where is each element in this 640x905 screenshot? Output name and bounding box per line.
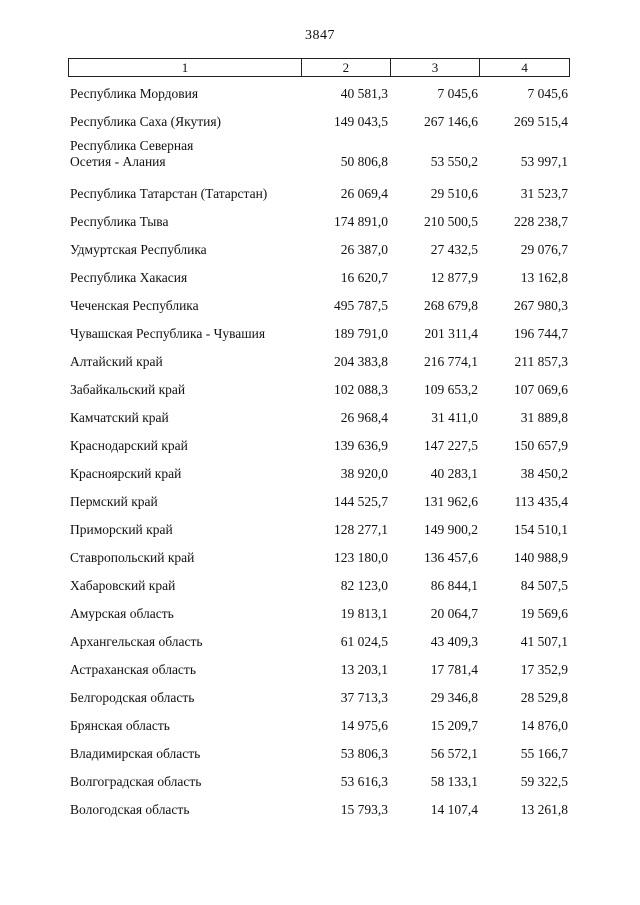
region-name: Белгородская область [70, 690, 195, 705]
table-row [0, 136, 640, 180]
value-col-4: 17 352,9 [520, 662, 568, 677]
value-col-4: 13 261,8 [520, 802, 568, 817]
region-name [70, 138, 302, 170]
region-name: Владимирская область [70, 746, 201, 761]
region-name-line-1: Республика Северная [70, 138, 194, 153]
region-name: Чеченская Республика [70, 298, 199, 313]
value-col-2: 123 180,0 [334, 550, 388, 565]
value-col-2: 204 383,8 [334, 354, 388, 369]
region-name: Вологодская область [70, 802, 190, 817]
value-col-3: 267 146,6 [424, 114, 478, 129]
value-col-2: 149 043,5 [334, 114, 388, 129]
value-col-4: 267 980,3 [514, 298, 568, 313]
value-col-3: 15 209,7 [430, 718, 478, 733]
value-col-3: 109 653,2 [424, 382, 478, 397]
value-col-4: 28 529,8 [520, 690, 568, 705]
value-col-2: 50 806,8 [340, 154, 388, 169]
value-col-4: 150 657,9 [514, 438, 568, 453]
value-col-4: 53 997,1 [520, 154, 568, 169]
value-col-4: 196 744,7 [514, 326, 568, 341]
value-col-3: 131 962,6 [424, 494, 478, 509]
value-col-3: 20 064,7 [430, 606, 478, 621]
value-col-2: 37 713,3 [340, 690, 388, 705]
region-name: Республика Тыва [70, 214, 169, 229]
value-col-3: 56 572,1 [430, 746, 478, 761]
table-row [0, 628, 640, 656]
table-row [0, 796, 640, 824]
header-col-2: 2 [302, 59, 391, 76]
value-col-4: 154 510,1 [514, 522, 568, 537]
table-row [0, 516, 640, 544]
value-col-2: 495 787,5 [334, 298, 388, 313]
value-col-4: 228 238,7 [514, 214, 568, 229]
region-name: Чувашская Республика - Чувашия [70, 326, 266, 341]
region-name: Республика Хакасия [70, 270, 188, 285]
value-col-3: 210 500,5 [424, 214, 478, 229]
value-col-4: 31 889,8 [520, 410, 568, 425]
value-col-4: 41 507,1 [520, 634, 568, 649]
region-name: Пермский край [70, 494, 158, 509]
table-row [0, 460, 640, 488]
region-name: Республика Мордовия [70, 86, 199, 101]
value-col-2: 19 813,1 [340, 606, 388, 621]
region-name: Архангельская область [70, 634, 203, 649]
value-col-4: 211 857,3 [514, 354, 568, 369]
value-col-3: 86 844,1 [430, 578, 478, 593]
value-col-4: 59 322,5 [520, 774, 568, 789]
value-col-2: 14 975,6 [340, 718, 388, 733]
table-row [0, 572, 640, 600]
header-col-3: 3 [391, 59, 481, 76]
table-row [0, 768, 640, 796]
table-row [0, 208, 640, 236]
header-col-4: 4 [521, 60, 528, 75]
value-col-4: 113 435,4 [514, 494, 568, 509]
value-col-3: 40 283,1 [430, 466, 478, 481]
table-row [0, 348, 640, 376]
value-col-4: 13 162,8 [520, 270, 568, 285]
value-col-2: 139 636,9 [334, 438, 388, 453]
region-name: Волгоградская область [70, 774, 202, 789]
value-col-2: 13 203,1 [340, 662, 388, 677]
region-name: Забайкальский край [70, 382, 186, 397]
value-col-2: 174 891,0 [334, 214, 388, 229]
value-col-2: 15 793,3 [340, 802, 388, 817]
value-col-4: 7 045,6 [527, 86, 568, 101]
value-col-4: 55 166,7 [520, 746, 568, 761]
table-row [0, 600, 640, 628]
value-col-2: 53 616,3 [340, 774, 388, 789]
value-col-2: 61 024,5 [340, 634, 388, 649]
value-col-4: 107 069,6 [514, 382, 568, 397]
region-name: Алтайский край [70, 354, 163, 369]
value-col-2: 26 387,0 [340, 242, 388, 257]
table-row [0, 488, 640, 516]
value-col-4: 269 515,4 [514, 114, 568, 129]
region-name: Республика Татарстан (Татарстан) [70, 186, 268, 201]
page-number: 3847 [305, 28, 335, 43]
region-name: Брянская область [70, 718, 170, 733]
table-body [0, 80, 640, 824]
region-name: Красноярский край [70, 466, 182, 481]
value-col-3: 147 227,5 [424, 438, 478, 453]
value-col-3: 14 107,4 [430, 802, 478, 817]
value-col-3: 12 877,9 [430, 270, 478, 285]
table-row [0, 320, 640, 348]
value-col-2: 38 920,0 [340, 466, 388, 481]
table-row [0, 432, 640, 460]
region-name-line-2: Осетия - Алания [70, 154, 166, 169]
value-col-2: 102 088,3 [334, 382, 388, 397]
value-col-3: 27 432,5 [430, 242, 478, 257]
header-col-1: 1 [69, 59, 302, 76]
value-col-4: 19 569,6 [520, 606, 568, 621]
value-col-4: 14 876,0 [520, 718, 568, 733]
value-col-2: 144 525,7 [334, 494, 388, 509]
value-col-3: 149 900,2 [424, 522, 478, 537]
value-col-3: 43 409,3 [430, 634, 478, 649]
value-col-2: 82 123,0 [340, 578, 388, 593]
value-col-2: 26 968,4 [340, 410, 388, 425]
table-row [0, 80, 640, 108]
table-row [0, 376, 640, 404]
value-col-3: 268 679,8 [424, 298, 478, 313]
value-col-2: 128 277,1 [334, 522, 388, 537]
region-name: Астраханская область [70, 662, 196, 677]
value-col-2: 189 791,0 [334, 326, 388, 341]
value-col-4: 38 450,2 [520, 466, 568, 481]
region-name: Краснодарский край [70, 438, 188, 453]
table-row [0, 292, 640, 320]
region-name: Амурская область [70, 606, 174, 621]
value-col-3: 31 411,0 [431, 410, 478, 425]
region-name: Камчатский край [70, 410, 169, 425]
table-row [0, 180, 640, 208]
table-row [0, 108, 640, 136]
value-col-4: 84 507,5 [520, 578, 568, 593]
value-col-4: 31 523,7 [520, 186, 568, 201]
value-col-3: 58 133,1 [430, 774, 478, 789]
value-col-3: 29 346,8 [430, 690, 478, 705]
region-name: Приморский край [70, 522, 173, 537]
region-name: Республика Саха (Якутия) [70, 114, 222, 129]
value-col-2: 16 620,7 [340, 270, 388, 285]
value-col-3: 17 781,4 [430, 662, 478, 677]
table-row [0, 656, 640, 684]
value-col-3: 216 774,1 [424, 354, 478, 369]
table-row [0, 684, 640, 712]
region-name: Удмуртская Республика [70, 242, 207, 257]
value-col-2: 53 806,3 [340, 746, 388, 761]
value-col-3: 53 550,2 [430, 154, 478, 169]
table-header [68, 58, 570, 77]
table-row [0, 712, 640, 740]
value-col-2: 26 069,4 [340, 186, 388, 201]
region-name: Ставропольский край [70, 550, 195, 565]
value-col-3: 29 510,6 [430, 186, 478, 201]
value-col-3: 136 457,6 [424, 550, 478, 565]
table-row [0, 404, 640, 432]
value-col-4: 29 076,7 [520, 242, 568, 257]
value-col-2: 40 581,3 [340, 86, 388, 101]
region-name: Хабаровский край [70, 578, 176, 593]
value-col-3: 201 311,4 [424, 326, 478, 341]
value-col-3: 7 045,6 [437, 86, 478, 101]
table-row [0, 264, 640, 292]
table-row [0, 740, 640, 768]
value-col-4: 140 988,9 [514, 550, 568, 565]
table-row [0, 236, 640, 264]
table-row [0, 544, 640, 572]
